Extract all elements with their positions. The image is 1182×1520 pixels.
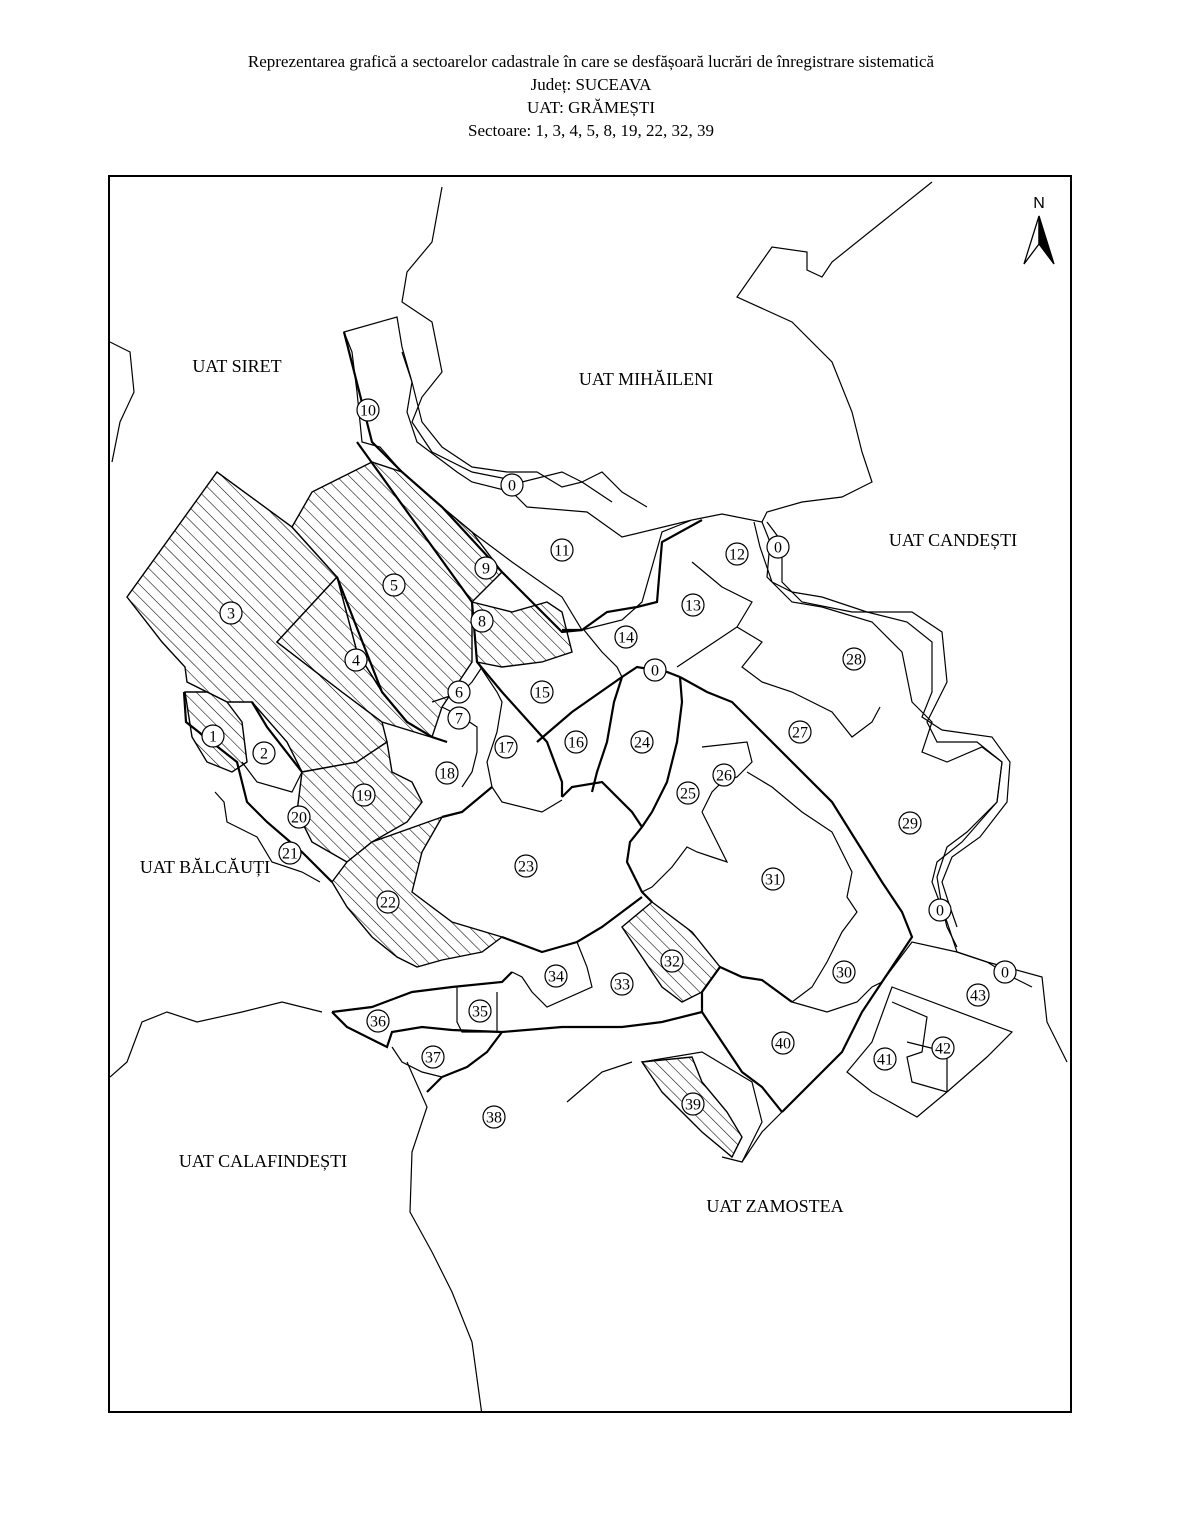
sector-label-1 bbox=[202, 725, 224, 747]
sector-number: 20 bbox=[291, 809, 307, 827]
sector-number: 8 bbox=[478, 613, 486, 631]
sector-number: 39 bbox=[685, 1096, 701, 1114]
sector-label-28 bbox=[843, 648, 865, 670]
neighbor-label-calafindesti: UAT CALAFINDEȘTI bbox=[178, 1151, 348, 1171]
sector-label-21 bbox=[279, 842, 301, 864]
sector-label-18 bbox=[436, 762, 458, 784]
sector-label-7 bbox=[448, 707, 470, 729]
sector-number: 21 bbox=[282, 845, 298, 863]
uat-label: UAT: GRĂMEȘTI bbox=[526, 98, 656, 117]
sector-label-0 bbox=[929, 899, 951, 921]
sector-label-6 bbox=[448, 681, 470, 703]
sector-number: 16 bbox=[568, 734, 584, 752]
sector-label-35 bbox=[469, 1000, 491, 1022]
county-label: Județ: SUCEAVA bbox=[530, 75, 652, 94]
sector-label-4 bbox=[345, 649, 367, 671]
sector-number: 41 bbox=[877, 1051, 893, 1069]
sector-number: 1 bbox=[209, 728, 217, 746]
sector-number: 14 bbox=[618, 629, 634, 647]
sector-label-5 bbox=[383, 574, 405, 596]
sector-label-14 bbox=[615, 626, 637, 648]
north-label: N bbox=[1033, 195, 1045, 212]
sector-label-2 bbox=[253, 742, 275, 764]
sector-number: 24 bbox=[634, 734, 650, 752]
sector-number: 13 bbox=[685, 597, 701, 615]
sector-label-0 bbox=[994, 961, 1016, 983]
sector-number: 40 bbox=[775, 1035, 791, 1053]
sector-number: 0 bbox=[1001, 964, 1009, 982]
map-title: Reprezentarea grafică a sectoarelor cadastrale în care se desfășoară lucrări de înregistrare sistematică bbox=[247, 52, 935, 71]
sector-number: 37 bbox=[425, 1049, 441, 1067]
map-frame bbox=[108, 175, 1072, 1413]
sector-number: 6 bbox=[455, 684, 463, 702]
sector-number: 32 bbox=[664, 953, 680, 971]
sector-label-33 bbox=[611, 973, 633, 995]
sectors-label: Sectoare: 1, 3, 4, 5, 8, 19, 22, 32, 39 bbox=[468, 121, 714, 140]
sector-label-29 bbox=[899, 812, 921, 834]
neighbor-label-siret: UAT SIRET bbox=[192, 356, 282, 376]
sector-label-12 bbox=[726, 543, 748, 565]
sector-label-30 bbox=[833, 961, 855, 983]
sector-label-25 bbox=[677, 782, 699, 804]
sector-number: 31 bbox=[765, 871, 781, 889]
sector-number: 0 bbox=[936, 902, 944, 920]
sector-number: 9 bbox=[482, 560, 490, 578]
sector-number: 28 bbox=[846, 651, 862, 669]
sector-label-32 bbox=[661, 950, 683, 972]
sector-number: 12 bbox=[729, 546, 745, 564]
sector-label-3 bbox=[220, 602, 242, 624]
sector-label-17 bbox=[495, 736, 517, 758]
neighbor-label-zamostea: UAT ZAMOSTEA bbox=[706, 1196, 844, 1216]
north-arrow-icon bbox=[1024, 195, 1054, 264]
sector-label-26 bbox=[713, 764, 735, 786]
sector-label-15 bbox=[531, 681, 553, 703]
sector-number: 0 bbox=[774, 539, 782, 557]
sector-label-9 bbox=[475, 557, 497, 579]
sector-number: 2 bbox=[260, 745, 268, 763]
sector-label-31 bbox=[762, 868, 784, 890]
sector-number: 29 bbox=[902, 815, 918, 833]
sector-label-0 bbox=[767, 536, 789, 558]
sector-number: 25 bbox=[680, 785, 696, 803]
sector-number: 42 bbox=[935, 1040, 951, 1058]
sector-number: 36 bbox=[370, 1013, 386, 1031]
sector-number: 17 bbox=[498, 739, 514, 757]
sector-number: 23 bbox=[518, 858, 534, 876]
sector-label-0 bbox=[501, 474, 523, 496]
sector-label-24 bbox=[631, 731, 653, 753]
neighbor-label-balcauti: UAT BĂLCĂUȚI bbox=[139, 857, 271, 877]
sector-number: 34 bbox=[548, 968, 564, 986]
sector-number: 33 bbox=[614, 976, 630, 994]
sector-number: 11 bbox=[554, 542, 570, 560]
sector-label-40 bbox=[772, 1032, 794, 1054]
sector-label-13 bbox=[682, 594, 704, 616]
sector-label-0 bbox=[644, 659, 666, 681]
neighbor-label-mihaileni: UAT MIHĂILENI bbox=[578, 369, 714, 389]
sector-label-11 bbox=[551, 539, 573, 561]
sector-number: 27 bbox=[792, 724, 808, 742]
sector-label-16 bbox=[565, 731, 587, 753]
cadastral-map bbox=[110, 177, 1072, 1413]
sector-label-39 bbox=[682, 1093, 704, 1115]
sector-label-34 bbox=[545, 965, 567, 987]
sector-label-23 bbox=[515, 855, 537, 877]
sector-label-10 bbox=[357, 399, 379, 421]
sector-number: 3 bbox=[227, 605, 235, 623]
sector-number: 18 bbox=[439, 765, 455, 783]
sector-label-43 bbox=[967, 984, 989, 1006]
sector-label-19 bbox=[353, 784, 375, 806]
sector-number: 38 bbox=[486, 1109, 502, 1127]
sector-number: 26 bbox=[716, 767, 732, 785]
sector-number: 22 bbox=[380, 894, 396, 912]
sector-number: 35 bbox=[472, 1003, 488, 1021]
sector-number: 7 bbox=[455, 710, 463, 728]
sector-number: 19 bbox=[356, 787, 372, 805]
sector-label-41 bbox=[874, 1048, 896, 1070]
sector-number: 15 bbox=[534, 684, 550, 702]
neighbor-label-candesti: UAT CANDEȘTI bbox=[888, 530, 1018, 550]
sector-label-37 bbox=[422, 1046, 444, 1068]
map-title-block bbox=[0, 50, 1182, 142]
sector-number: 5 bbox=[390, 577, 398, 595]
sector-label-42 bbox=[932, 1037, 954, 1059]
sector-number: 4 bbox=[352, 652, 360, 670]
sector-number: 30 bbox=[836, 964, 852, 982]
sector-number: 0 bbox=[651, 662, 659, 680]
sector-label-38 bbox=[483, 1106, 505, 1128]
sector-number: 43 bbox=[970, 987, 986, 1005]
sector-number: 10 bbox=[360, 402, 376, 420]
sector-label-27 bbox=[789, 721, 811, 743]
sector-label-8 bbox=[471, 610, 493, 632]
sector-label-20 bbox=[288, 806, 310, 828]
sector-number: 0 bbox=[508, 477, 516, 495]
sector-label-22 bbox=[377, 891, 399, 913]
sector-label-36 bbox=[367, 1010, 389, 1032]
